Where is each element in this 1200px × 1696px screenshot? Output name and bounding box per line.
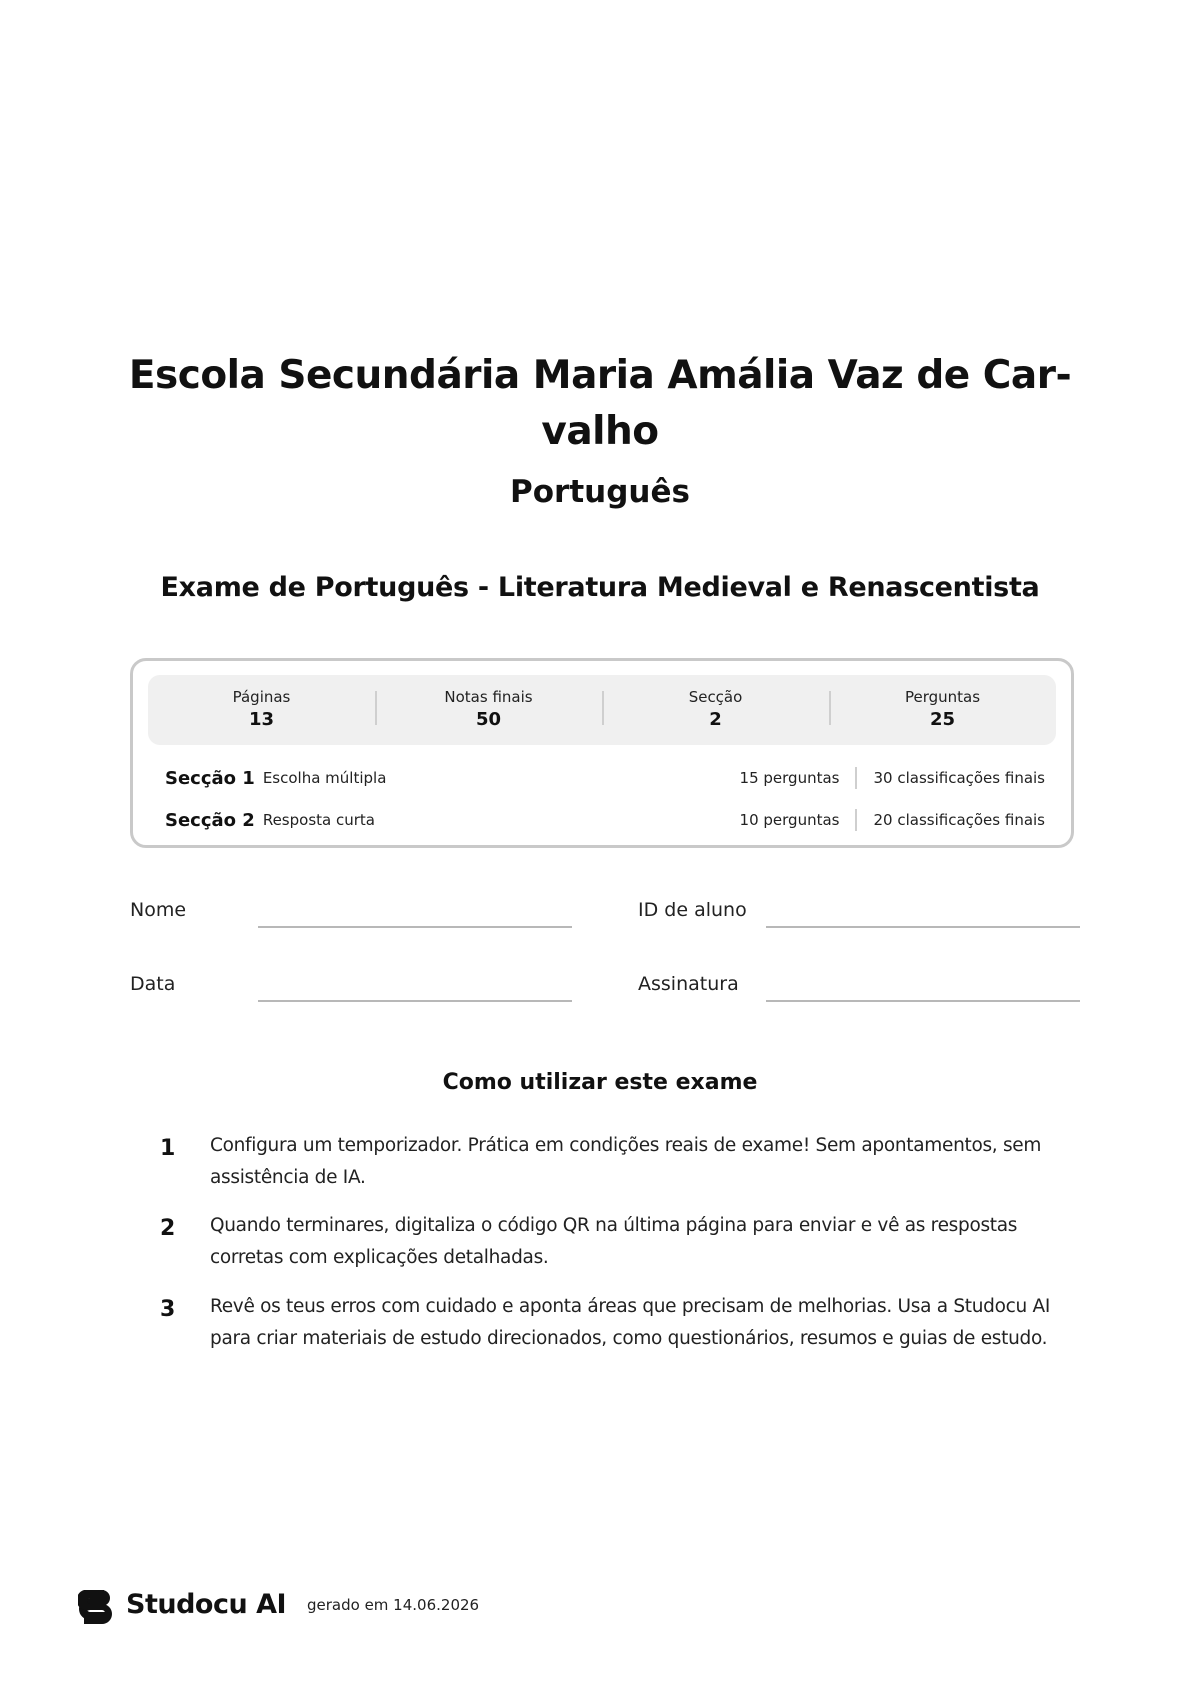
signature-label: Assinatura	[638, 973, 739, 995]
stat-sections	[602, 687, 829, 733]
section-name: Secção 1	[165, 767, 255, 789]
name-label: Nome	[130, 899, 187, 921]
step-text-line: Configura um temporizador. Prática em condições reais de exame! Sem apontamentos, sem	[210, 1135, 1042, 1156]
section-divider	[855, 767, 857, 789]
brand-name: Studocu AI	[126, 1589, 287, 1620]
stat-label: Páginas	[232, 688, 291, 706]
section-row-1	[165, 764, 1045, 792]
step-text-line: Revê os teus erros com cuidado e aponta áreas que precisam de melhorias. Usa a Studocu AI	[210, 1296, 1051, 1317]
step-text	[210, 1130, 1090, 1194]
generated-date: gerado em 14.06.2026	[307, 1596, 480, 1614]
stat-final-marks	[375, 687, 602, 733]
section-question-count: 15 perguntas	[739, 769, 840, 787]
step-text-line: corretas com explicações detalhadas.	[210, 1247, 549, 1268]
subject-title: Português	[510, 474, 690, 510]
section-type: Resposta curta	[262, 811, 375, 829]
stat-pages	[148, 687, 375, 733]
step-number: 1	[160, 1136, 176, 1161]
name-line[interactable]	[258, 926, 572, 928]
section-marks: 20 classificações finais	[873, 811, 1045, 829]
stat-questions	[829, 687, 1056, 733]
stat-value: 25	[929, 709, 956, 730]
school-title	[120, 348, 1080, 460]
section-question-count: 10 perguntas	[739, 811, 840, 829]
school-title-line-2: valho	[541, 409, 659, 454]
exam-stats-bar	[148, 675, 1056, 745]
step-number: 2	[160, 1216, 176, 1241]
section-name: Secção 2	[165, 809, 255, 831]
howto-title: Como utilizar este exame	[442, 1070, 758, 1095]
step-text	[210, 1210, 1090, 1274]
student-id-label: ID de aluno	[638, 899, 747, 921]
exam-info-box	[130, 658, 1074, 848]
stat-label: Perguntas	[904, 688, 981, 706]
step-text-line: assistência de IA.	[210, 1167, 366, 1188]
stat-value: 50	[475, 709, 502, 730]
date-label: Data	[130, 973, 176, 995]
signature-line[interactable]	[766, 1000, 1080, 1002]
section-marks: 30 classificações finais	[873, 769, 1045, 787]
step-number: 3	[160, 1297, 176, 1322]
student-id-line[interactable]	[766, 926, 1080, 928]
step-text-line: para criar materiais de estudo direcionados, como questionários, resumos e guias de estudo.	[210, 1328, 1048, 1349]
section-divider	[855, 809, 857, 831]
step-text	[210, 1291, 1090, 1355]
date-line[interactable]	[258, 1000, 572, 1002]
section-row-2	[165, 806, 1045, 834]
exam-title: Exame de Português - Literatura Medieval e Renascentista	[160, 572, 1040, 603]
step-text-line: Quando terminares, digitaliza o código QR na última página para enviar e vê as respostas	[210, 1215, 1018, 1236]
studocu-logo-icon	[78, 1586, 114, 1624]
stat-value: 2	[709, 709, 722, 730]
stat-label: Secção	[688, 688, 743, 706]
stat-value: 13	[248, 709, 275, 730]
stat-label: Notas finais	[444, 688, 533, 706]
school-title-line-1: Escola Secundária Maria Amália Vaz de Car-	[128, 353, 1072, 398]
section-type: Escolha múltipla	[262, 769, 387, 787]
